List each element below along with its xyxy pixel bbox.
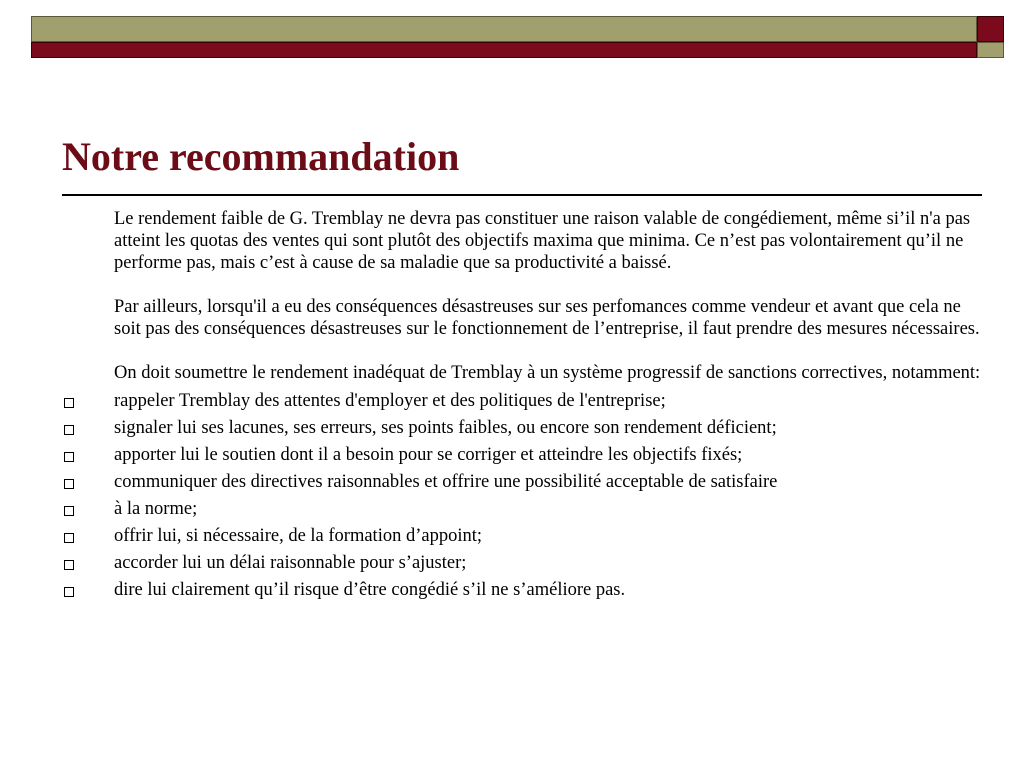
header-square-olive xyxy=(977,42,1004,58)
list-item-text: apporter lui le soutien dont il a besoin pour se corriger et atteindre les objectifs fixés; xyxy=(114,445,743,465)
header-bar-maroon xyxy=(31,42,977,58)
list-item-text: signaler lui ses lacunes, ses erreurs, ses points faibles, ou encore son rendement déficient; xyxy=(114,418,777,438)
hollow-square-bullet-icon xyxy=(64,398,74,408)
slide-title: Notre recommandation xyxy=(62,134,460,179)
title-divider xyxy=(62,194,982,196)
hollow-square-bullet-icon xyxy=(64,452,74,462)
list-item-text: offrir lui, si nécessaire, de la formation d’appoint; xyxy=(114,526,483,546)
hollow-square-bullet-icon xyxy=(64,533,74,543)
header-square-maroon xyxy=(977,16,1004,42)
list-item-text: à la norme; xyxy=(114,499,198,519)
hollow-square-bullet-icon xyxy=(64,587,74,597)
hollow-square-bullet-icon xyxy=(64,425,74,435)
bullet-list xyxy=(62,388,982,604)
paragraph-1: Le rendement faible de G. Tremblay ne devra pas constituer une raison valable de congédiement, même si’il n'a pas atteint les quotas des ventes qui sont plutôt des objectifs maxima que minima. Ce n’est pas volontairement qu’il ne performe pas, mais c’est à cause de sa maladie que sa productivité a baissé. xyxy=(114,209,971,273)
list-item-text: accorder lui un délai raisonnable pour s’ajuster; xyxy=(114,553,467,573)
slide-body xyxy=(62,208,982,604)
paragraph-3: On doit soumettre le rendement inadéquat de Tremblay à un système progressif de sanctions correctives, notamment: xyxy=(114,363,981,383)
list-item-text: rappeler Tremblay des attentes d'employer et des politiques de l'entreprise; xyxy=(114,391,666,411)
hollow-square-bullet-icon xyxy=(64,506,74,516)
list-item xyxy=(62,415,982,442)
list-item xyxy=(62,469,982,496)
list-item xyxy=(62,523,982,550)
header-bar-olive xyxy=(31,16,977,42)
list-item xyxy=(62,550,982,577)
list-item xyxy=(62,577,982,604)
hollow-square-bullet-icon xyxy=(64,560,74,570)
list-item xyxy=(62,388,982,415)
hollow-square-bullet-icon xyxy=(64,479,74,489)
list-item-text: communiquer des directives raisonnables et offrire une possibilité acceptable de satisfaire xyxy=(114,472,778,492)
list-item-text: dire lui clairement qu’il risque d’être congédié s’il ne s’améliore pas. xyxy=(114,580,626,600)
paragraph-2: Par ailleurs, lorsqu'il a eu des conséquences désastreuses sur ses perfomances comme vendeur et avant que cela ne soit pas des conséquences désastreuses sur le fonctionnement de l’entreprise, il faut prendre des mesures nécessaires. xyxy=(114,297,980,339)
list-item xyxy=(62,442,982,469)
list-item xyxy=(62,496,982,523)
